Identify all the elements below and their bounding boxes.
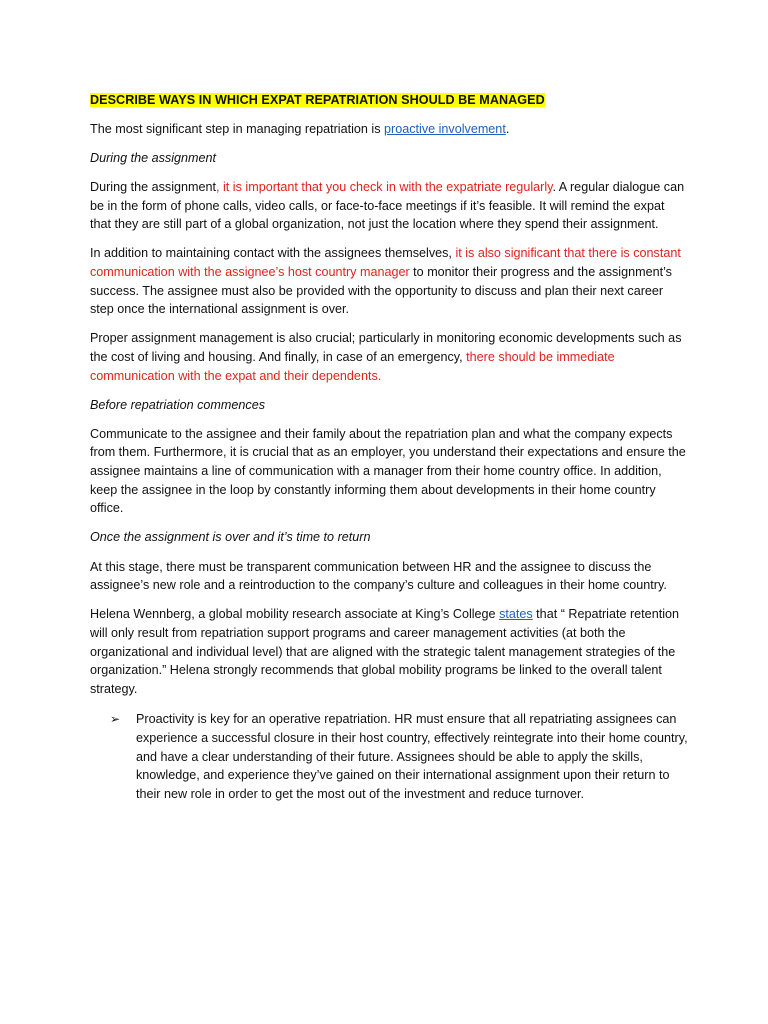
paragraph-text: to monitor their progress and the assignment’s success. The assignee must also be provided with the opportunity to discuss and plan their next career step once the international assignment is over. <box>90 264 672 317</box>
emphasis-text: it is also significant that there is constant communication with the assignee’s host country manager <box>90 246 681 279</box>
title-line <box>90 91 688 110</box>
section-heading-before-repatriation: Before repatriation commences <box>90 397 265 412</box>
paragraph-transparent-communication: At this stage, there must be transparent communication between HR and the assignee to discuss the assignee’s new role and a reintroduction to the company’s culture and colleagues in their home country. <box>90 559 667 593</box>
paragraph-text: Proper assignment management is also crucial; particularly in monitoring economic developments such as the cost of living and housing. And finally, in case of an emergency, <box>90 331 682 364</box>
paragraph-communicate: Communicate to the assignee and their family about the repatriation plan and what the company expects from them. Furthermore, it is crucial that as an employer, you understand their expectations and ensure the assignee maintains a line of communication with a manager from their home country office. In addition, keep the assignee in the loop by constantly informing them about developments in their home country office. <box>90 426 686 516</box>
emphasis-text: there should be immediate communication with the expat and their dependents. <box>90 349 615 383</box>
paragraph-text: During the assignment <box>90 179 217 194</box>
document-page <box>90 91 688 803</box>
arrow-bullet-icon: ➢ <box>110 712 121 727</box>
proactive-involvement-link[interactable]: proactive involvement <box>384 121 506 136</box>
document-title: DESCRIBE WAYS IN WHICH EXPAT REPATRIATION SHOULD BE MANAGED <box>90 93 545 107</box>
intro-end: . <box>505 121 510 136</box>
intro-paragraph <box>90 120 688 139</box>
section-heading-during-assignment: During the assignment <box>90 150 217 165</box>
paragraph-text: In addition to maintaining contact with the assignees themselves, <box>90 246 456 261</box>
paragraph-check-in <box>90 178 688 234</box>
paragraph-assignment-management <box>90 329 688 385</box>
paragraph-text: . A regular dialogue can be in the form of phone calls, video calls, or face-to-face meetings if it’s feasible. It will remind the expat that they are still part of a global organization, not just the location where they spend their assignment. <box>90 179 685 232</box>
bullet-text: Proactivity is key for an operative repatriation. HR must ensure that all repatriating assignees can experience a successful closure in their host country, effectively reintegrate into their home country, and have a clear understanding of their future. Assignees should be able to apply the skills, knowledge, and experience they’ve gained on their international assignment upon their return to their new role in order to get the most out of the investment and reduce turnover. <box>136 712 688 801</box>
paragraph-host-manager <box>90 244 688 318</box>
paragraph-text: Helena Wennberg, a global mobility research associate at King’s College <box>90 607 500 622</box>
paragraph-text: that “ Repatriate retention will only result from repatriation support programs and career management activities (at both the organizational and individual level) that are aligned with the strategic talent management strategies of the organization.” Helena strongly recommends that global mobility programs be linked to the overall talent strategy. <box>90 607 679 696</box>
paragraph-helena-wennberg <box>90 605 688 698</box>
states-link[interactable]: states <box>499 607 533 622</box>
section-heading-time-to-return: Once the assignment is over and it’s time to return <box>90 530 371 545</box>
bullet-item <box>90 710 688 803</box>
intro-text: The most significant step in managing repatriation is <box>90 121 385 136</box>
emphasis-text: , it is important that you check in with the expatriate regularly <box>216 179 553 194</box>
